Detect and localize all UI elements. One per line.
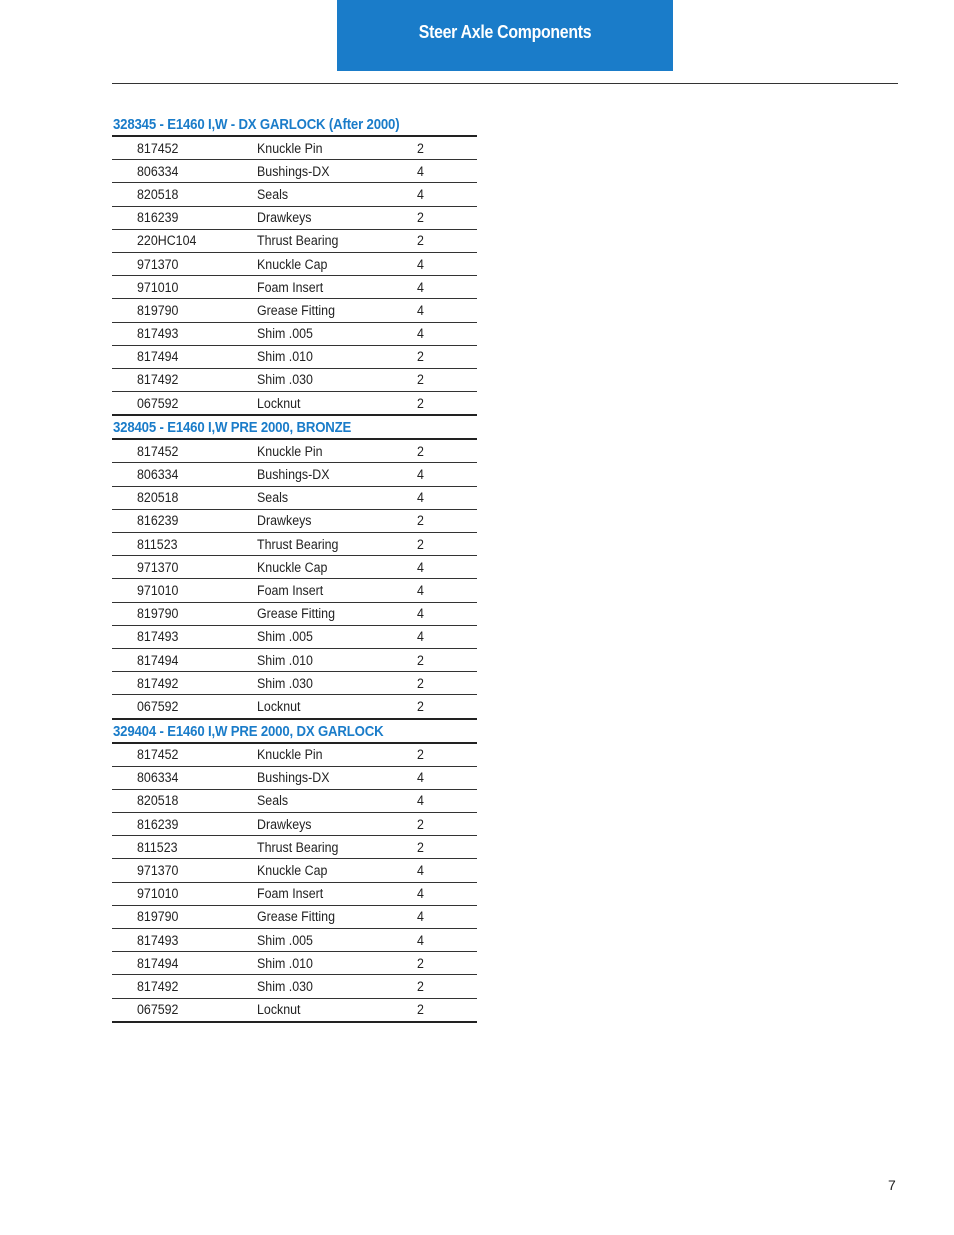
description-cell: Grease Fitting (257, 905, 417, 928)
description-cell: Knuckle Cap (257, 252, 417, 275)
description-cell: Thrust Bearing (257, 229, 417, 252)
part-number-cell: 817493 (112, 625, 257, 648)
table-row (112, 998, 477, 1022)
quantity-cell: 4 (417, 276, 477, 299)
table-row (112, 533, 477, 556)
table-row (112, 322, 477, 345)
table-row (112, 929, 477, 952)
table-row (112, 648, 477, 671)
table-row (112, 602, 477, 625)
quantity-cell: 4 (417, 183, 477, 206)
description-cell: Seals (257, 486, 417, 509)
quantity-cell: 2 (417, 206, 477, 229)
quantity-cell: 4 (417, 625, 477, 648)
description-cell: Locknut (257, 392, 417, 416)
part-number-cell: 817494 (112, 345, 257, 368)
table-row (112, 229, 477, 252)
table-row (112, 183, 477, 206)
description-cell: Shim .030 (257, 672, 417, 695)
table-row (112, 952, 477, 975)
description-cell: Foam Insert (257, 882, 417, 905)
table-row (112, 695, 477, 719)
quantity-cell: 2 (417, 648, 477, 671)
description-cell: Seals (257, 183, 417, 206)
part-number-cell: 971370 (112, 556, 257, 579)
header-divider (112, 83, 898, 84)
quantity-cell: 2 (417, 392, 477, 416)
description-cell: Drawkeys (257, 813, 417, 836)
table-row (112, 905, 477, 928)
part-number-cell: 816239 (112, 206, 257, 229)
description-cell: Bushings-DX (257, 463, 417, 486)
description-cell: Shim .010 (257, 345, 417, 368)
table-row (112, 137, 477, 160)
table-row (112, 463, 477, 486)
part-number-cell: 817492 (112, 672, 257, 695)
description-cell: Shim .010 (257, 952, 417, 975)
description-cell: Shim .005 (257, 625, 417, 648)
table-row (112, 744, 477, 767)
description-cell: Thrust Bearing (257, 533, 417, 556)
description-cell: Shim .010 (257, 648, 417, 671)
table-row (112, 789, 477, 812)
section-328345 (112, 113, 477, 416)
table-row (112, 392, 477, 416)
part-number-cell: 817494 (112, 648, 257, 671)
parts-table (112, 440, 477, 719)
description-cell: Knuckle Pin (257, 744, 417, 767)
part-number-cell: 811523 (112, 533, 257, 556)
quantity-cell: 4 (417, 789, 477, 812)
quantity-cell: 4 (417, 252, 477, 275)
table-row (112, 859, 477, 882)
table-row (112, 160, 477, 183)
table-row (112, 206, 477, 229)
description-cell: Locknut (257, 998, 417, 1022)
section-328405 (112, 416, 477, 719)
table-row (112, 625, 477, 648)
part-number-cell: 819790 (112, 299, 257, 322)
part-number-cell: 817452 (112, 440, 257, 463)
part-number-cell: 817492 (112, 368, 257, 391)
quantity-cell: 2 (417, 345, 477, 368)
quantity-cell: 2 (417, 744, 477, 767)
description-cell: Bushings-DX (257, 766, 417, 789)
quantity-cell: 2 (417, 952, 477, 975)
quantity-cell: 4 (417, 882, 477, 905)
description-cell: Grease Fitting (257, 602, 417, 625)
part-number-cell: 817494 (112, 952, 257, 975)
parts-list (112, 113, 477, 1023)
description-cell: Foam Insert (257, 276, 417, 299)
description-cell: Drawkeys (257, 206, 417, 229)
parts-table (112, 137, 477, 416)
quantity-cell: 4 (417, 905, 477, 928)
quantity-cell: 4 (417, 929, 477, 952)
part-number-cell: 817493 (112, 322, 257, 345)
part-number-cell: 806334 (112, 160, 257, 183)
quantity-cell: 4 (417, 486, 477, 509)
section-title: 328405 - E1460 I,W PRE 2000, BRONZE (112, 416, 477, 440)
description-cell: Shim .030 (257, 975, 417, 998)
description-cell: Knuckle Cap (257, 556, 417, 579)
quantity-cell: 2 (417, 229, 477, 252)
description-cell: Locknut (257, 695, 417, 719)
page-number: 7 (888, 1177, 896, 1193)
quantity-cell: 2 (417, 975, 477, 998)
table-row (112, 836, 477, 859)
description-cell: Knuckle Pin (257, 137, 417, 160)
description-cell: Seals (257, 789, 417, 812)
quantity-cell: 2 (417, 813, 477, 836)
part-number-cell: 820518 (112, 789, 257, 812)
quantity-cell: 4 (417, 766, 477, 789)
quantity-cell: 2 (417, 533, 477, 556)
table-row (112, 766, 477, 789)
part-number-cell: 819790 (112, 602, 257, 625)
description-cell: Foam Insert (257, 579, 417, 602)
description-cell: Knuckle Cap (257, 859, 417, 882)
table-row (112, 252, 477, 275)
part-number-cell: 817492 (112, 975, 257, 998)
part-number-cell: 817452 (112, 744, 257, 767)
part-number-cell: 806334 (112, 766, 257, 789)
table-row (112, 509, 477, 532)
table-row (112, 299, 477, 322)
part-number-cell: 971370 (112, 859, 257, 882)
part-number-cell: 811523 (112, 836, 257, 859)
section-329404 (112, 720, 477, 1023)
part-number-cell: 816239 (112, 509, 257, 532)
part-number-cell: 971010 (112, 882, 257, 905)
table-row (112, 486, 477, 509)
part-number-cell: 067592 (112, 392, 257, 416)
table-row (112, 556, 477, 579)
quantity-cell: 2 (417, 998, 477, 1022)
quantity-cell: 2 (417, 836, 477, 859)
part-number-cell: 820518 (112, 486, 257, 509)
parts-table (112, 744, 477, 1023)
table-row (112, 975, 477, 998)
part-number-cell: 819790 (112, 905, 257, 928)
quantity-cell: 4 (417, 463, 477, 486)
description-cell: Bushings-DX (257, 160, 417, 183)
table-row (112, 882, 477, 905)
quantity-cell: 2 (417, 137, 477, 160)
description-cell: Shim .005 (257, 322, 417, 345)
description-cell: Shim .030 (257, 368, 417, 391)
quantity-cell: 4 (417, 556, 477, 579)
table-row (112, 440, 477, 463)
description-cell: Thrust Bearing (257, 836, 417, 859)
table-row (112, 672, 477, 695)
header-tab (337, 0, 673, 71)
table-row (112, 813, 477, 836)
table-row (112, 368, 477, 391)
table-row (112, 345, 477, 368)
quantity-cell: 2 (417, 509, 477, 532)
part-number-cell: 820518 (112, 183, 257, 206)
quantity-cell: 4 (417, 299, 477, 322)
quantity-cell: 2 (417, 368, 477, 391)
quantity-cell: 2 (417, 672, 477, 695)
part-number-cell: 806334 (112, 463, 257, 486)
part-number-cell: 971010 (112, 579, 257, 602)
part-number-cell: 817452 (112, 137, 257, 160)
description-cell: Grease Fitting (257, 299, 417, 322)
part-number-cell: 971370 (112, 252, 257, 275)
part-number-cell: 220HC104 (112, 229, 257, 252)
description-cell: Shim .005 (257, 929, 417, 952)
part-number-cell: 067592 (112, 998, 257, 1022)
quantity-cell: 2 (417, 440, 477, 463)
table-row (112, 276, 477, 299)
quantity-cell: 4 (417, 579, 477, 602)
description-cell: Drawkeys (257, 509, 417, 532)
quantity-cell: 4 (417, 160, 477, 183)
description-cell: Knuckle Pin (257, 440, 417, 463)
part-number-cell: 971010 (112, 276, 257, 299)
part-number-cell: 817493 (112, 929, 257, 952)
part-number-cell: 816239 (112, 813, 257, 836)
quantity-cell: 4 (417, 322, 477, 345)
table-row (112, 579, 477, 602)
part-number-cell: 067592 (112, 695, 257, 719)
section-title: 329404 - E1460 I,W PRE 2000, DX GARLOCK (112, 720, 477, 744)
quantity-cell: 2 (417, 695, 477, 719)
quantity-cell: 4 (417, 602, 477, 625)
quantity-cell: 4 (417, 859, 477, 882)
section-title: 328345 - E1460 I,W - DX GARLOCK (After 2000) (112, 113, 477, 137)
page-title: Steer Axle Components (418, 22, 592, 42)
